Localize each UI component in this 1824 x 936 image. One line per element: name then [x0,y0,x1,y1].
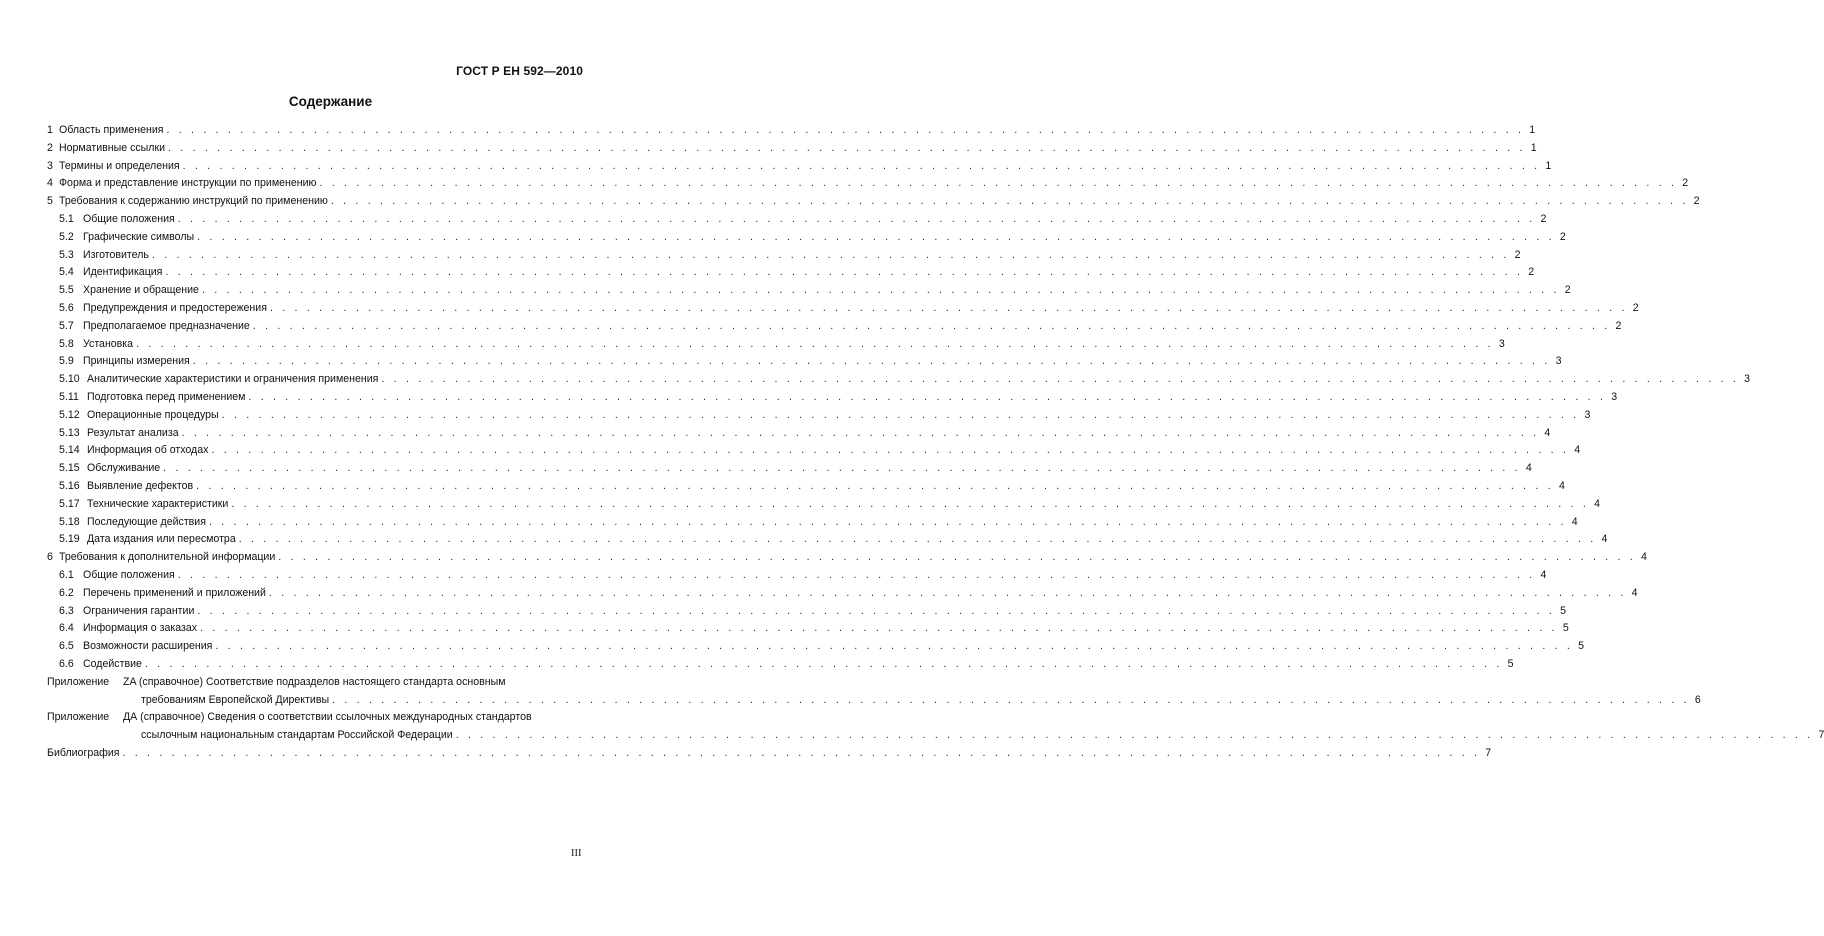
toc-entry-title: Последующие действия [87,515,206,528]
toc-entry-page: 4 [1601,533,1608,546]
dot-leader: . . . . . . . . . . . . . . . . . . . . . . . . . . . . . . . . . . . . . . . . . . . . . . . . . . . . . . . . . . . . . . . . . . . . . . . . . . . . . . . . . . . . . . . . . . . . . . . . . . . . . . . . . . . . . . . [166,124,1525,136]
dot-leader: . . . . . . . . . . . . . . . . . . . . . . . . . . . . . . . . . . . . . . . . . . . . . . . . . . . . . . . . . . . . . . . . . . . . . . . . . . . . . . . . . . . . . . . . . . . . . . . . . . . . . . . . . . . . . . . [215,640,1574,653]
page-number: III [571,848,582,859]
toc-entry-page: 3 [1498,337,1505,350]
toc-entry-page: 1 [1529,124,1536,136]
toc-entry-title: Предупреждения и предостережения [83,301,267,314]
toc-entry-page: 4 [1594,497,1601,510]
toc-entry-page: 4 [1571,515,1578,528]
toc-entry[interactable] [47,158,1552,176]
toc-entry-page: 5 [1562,622,1569,635]
toc-entry-page: 3 [1611,390,1618,403]
toc-appendix-entry[interactable] [47,709,1824,745]
toc-entry-title: Графические символы [83,230,195,243]
appendix-title-continued: требованиям Европейской Директивы [141,693,330,706]
appendix-prefix: Приложение [47,711,110,724]
dot-leader: . . . . . . . . . . . . . . . . . . . . . . . . . . . . . . . . . . . . . . . . . . . . . . . . . . . . . . . . . . . . . . . . . . . . . . . . . . . . . . . . . . . . . . . . . . . . . . . . . . . . . . . . . . . . . . . [252,319,1611,332]
dot-leader: . . . . . . . . . . . . . . . . . . . . . . . . . . . . . . . . . . . . . . . . . . . . . . . . . . . . . . . . . . . . . . . . . . . . . . . . . . . . . . . . . . . . . . . . . . . . . . . . . . . . . . . . . . . . . . . [177,212,1536,225]
toc-entry[interactable] [47,389,1618,407]
toc-entry-title: Содействие [83,657,142,670]
toc-appendix-entry[interactable] [47,674,1701,710]
toc-entry[interactable] [47,407,1591,425]
toc-entry-page: 4 [1574,444,1581,457]
toc-entry-number: 5.1 [59,212,74,225]
dot-leader: . . . . . . . . . . . . . . . . . . . . . . . . . . . . . . . . . . . . . . . . . . . . . . . . . . . . . . . . . . . . . . . . . . . . . . . . . . . . . . . . . . . . . . . . . . . . . . . . . . . . . . . . . . . . . . . [278,551,1636,564]
toc-entry-page: 3 [1584,408,1591,421]
dot-leader: . . . . . . . . . . . . . . . . . . . . . . . . . . . . . . . . . . . . . . . . . . . . . . . . . . . . . . . . . . . . . . . . . . . . . . . . . . . . . . . . . . . . . . . . . . . . . . . . . . . . . . . . . . . . . . . [165,266,1524,279]
toc-entry-page: 4 [1544,426,1551,439]
toc-entry-title: Форма и представление инструкции по применению [59,177,317,190]
toc-entry-number: 5.12 [59,408,80,421]
toc-entry-page: 1 [1545,159,1552,172]
toc-entry-number: 5.2 [59,230,74,243]
toc-bibliography-entry[interactable] [47,745,1492,763]
toc-entry-title: Информация о заказах [83,622,198,635]
toc-entry[interactable] [47,442,1581,460]
dot-leader: . . . . . . . . . . . . . . . . . . . . . . . . . . . . . . . . . . . . . . . . . . . . . . . . . . . . . . . . . . . . . . . . . . . . . . . . . . . . . . . . . . . . . . . . . . . . . . . . . . . . . . . . . . . . . . . [268,586,1627,599]
toc-entry[interactable] [47,638,1585,656]
toc-entry[interactable] [47,620,1569,638]
toc-entry[interactable] [47,229,1566,247]
toc-entry-page: 5 [1560,604,1567,617]
toc-entry-title: Библиография [47,746,120,759]
toc-entry[interactable] [47,585,1638,603]
toc-entry-page: 4 [1525,462,1532,475]
toc-entry-page: 2 [1559,230,1566,243]
toc-entry-page: 4 [1641,551,1647,564]
toc-entry[interactable] [47,264,1535,282]
toc-entry-number: 5.18 [59,515,80,528]
toc-entry-number: 5.3 [59,248,74,261]
toc-entry[interactable] [47,460,1532,478]
toc-entry-title: Идентификация [83,266,163,279]
toc-entry-number: 6.3 [59,604,74,617]
toc-entry-title: Принципы измерения [83,355,190,368]
toc-entry[interactable] [47,193,1700,211]
toc-entry-page: 2 [1632,301,1639,314]
toc-entry-page: 5 [1507,657,1514,670]
toc-entry-number: 5 [47,195,53,208]
toc-title: Содержание [288,94,373,109]
dot-leader: . . . . . . . . . . . . . . . . . . . . . . . . . . . . . . . . . . . . . . . . . . . . . . . . . . . . . . . . . . . . . . . . . . . . . . . . . . . . . . . . . . . . . . . . . . . . . . . . . . . . . . . . . . . . . . . [248,390,1607,403]
toc-entry[interactable] [47,549,1647,567]
dot-leader: . . . . . . . . . . . . . . . . . . . . . . . . . . . . . . . . . . . . . . . . . . . . . . . . . . . . . . . . . . . . . . . . . . . . . . . . . . . . . . . . . . . . . . . . . . . . . . . . . . . . . . . . . . . . . . . [269,301,1628,314]
appendix-title: ZA (справочное) Соответствие подразделов настоящего стандарта основным [123,675,506,688]
toc-entry-page: 4 [1540,568,1547,581]
dot-leader: . . . . . . . . . . . . . . . . . . . . . . . . . . . . . . . . . . . . . . . . . . . . . . . . . . . . . . . . . . . . . . . . . . . . . . . . . . . . . . . . . . . . . . . . . . . . . . . . . . . . . . . . . . . . . . . [381,373,1740,386]
toc-entry-number: 6.5 [59,640,74,653]
toc-entry-page: 4 [1631,586,1638,599]
toc-entry-number: 5.9 [59,355,74,368]
table-of-contents [47,122,1824,763]
toc-entry-title: Область применения [59,124,164,136]
dot-leader: . . . . . . . . . . . . . . . . . . . . . . . . . . . . . . . . . . . . . . . . . . . . . . . . . . . . . . . . . . . . . . . . . . . . . . . . . . . . . . . . . . . . . . . . . . . . . . . . . . . . . . . . . . . . . . . [208,515,1567,528]
toc-entry-title: Общие положения [83,568,175,581]
dot-leader: . . . . . . . . . . . . . . . . . . . . . . . . . . . . . . . . . . . . . . . . . . . . . . . . . . . . . . . . . . . . . . . . . . . . . . . . . . . . . . . . . . . . . . . . . . . . . . . . . . . . . . . . . . . . . . . [192,355,1551,368]
dot-leader: . . . . . . . . . . . . . . . . . . . . . . . . . . . . . . . . . . . . . . . . . . . . . . . . . . . . . . . . . . . . . . . . . . . . . . . . . . . . . . . . . . . . . . . . . . . . . . . . . . . . . . . . . . . . . . . [231,497,1590,510]
toc-entry-page: 6 [1694,693,1701,706]
dot-leader: . . . . . . . . . . . . . . . . . . . . . . . . . . . . . . . . . . . . . . . . . . . . . . . . . . . . . . . . . . . . . . . . . . . . . . . . . . . . . . . . . . . . . . . . . . . . . . . . . . . . . . . . . . . . . . . [197,604,1556,617]
toc-entry-number: 5.19 [59,533,80,546]
dot-leader: . . . . . . . . . . . . . . . . . . . . . . . . . . . . . . . . . . . . . . . . . . . . . . . . . . . . . . . . . . . . . . . . . . . . . . . . . . . . . . . . . . . . . . . . . . . . . . . . . . . . . . . . . . . . . . . [238,533,1597,546]
toc-entry-number: 5.15 [59,462,80,475]
toc-entry-title: Хранение и обращение [83,284,199,297]
toc-entry[interactable] [47,514,1578,532]
toc-entry[interactable] [47,122,1536,140]
appendix-title-continued: ссылочным национальным стандартам Российской Федерации [141,729,453,742]
toc-entry-page: 2 [1682,177,1689,190]
toc-entry-title: Возможности расширения [83,640,213,653]
dot-leader: . . . . . . . . . . . . . . . . . . . . . . . . . . . . . . . . . . . . . . . . . . . . . . . . . . . . . . . . . . . . . . . . . . . . . . . . . . . . . . . . . . . . . . . . . . . . . . . . . . . . . . . . . . . . . . . [182,159,1541,172]
toc-entry-page: 2 [1615,319,1622,332]
dot-leader: . . . . . . . . . . . . . . . . . . . . . . . . . . . . . . . . . . . . . . . . . . . . . . . . . . . . . . . . . . . . . . . . . . . . . . . . . . . . . . . . . . . . . . . . . . . . . . . . . . . . . . . . . . . . . . . [168,141,1526,154]
toc-entry[interactable] [47,353,1562,371]
toc-entry-number: 5.4 [59,266,74,279]
toc-entry-title: Нормативные ссылки [59,141,166,154]
toc-entry-title: Информация об отходах [87,444,209,457]
toc-entry-title: Технические характеристики [87,497,229,510]
toc-entry[interactable] [47,425,1551,443]
toc-entry-title: Ограничения гарантии [83,604,195,617]
dot-leader: . . . . . . . . . . . . . . . . . . . . . . . . . . . . . . . . . . . . . . . . . . . . . . . . . . . . . . . . . . . . . . . . . . . . . . . . . . . . . . . . . . . . . . . . . . . . . . . . . . . . . . . . . . . . . . . [144,657,1503,670]
toc-entry[interactable] [47,371,1751,389]
toc-entry-title: Выявление дефектов [87,479,194,492]
standard-code: ГОСТ Р ЕН 592—2010 [456,64,583,78]
toc-entry[interactable] [47,247,1521,265]
toc-entry-title: Изготовитель [83,248,149,261]
toc-entry-number: 5.7 [59,319,74,332]
toc-entry-title: Перечень применений и приложений [83,586,266,599]
toc-entry-page: 2 [1540,212,1547,225]
appendix-prefix: Приложение [47,675,110,688]
toc-entry-number: 5.6 [59,301,74,314]
toc-entry-number: 5.5 [59,284,74,297]
toc-entry[interactable] [47,567,1547,585]
dot-leader: . . . . . . . . . . . . . . . . . . . . . . . . . . . . . . . . . . . . . . . . . . . . . . . . . . . . . . . . . . . . . . . . . . . . . . . . . . . . . . . . . . . . . . . . . . . . . . . . . . . . . . . . . . . . . . . [221,408,1580,421]
toc-entry-number: 3 [47,159,53,172]
toc-entry-number: 6.4 [59,622,74,635]
toc-entry[interactable] [47,656,1514,674]
dot-leader: . . . . . . . . . . . . . . . . . . . . . . . . . . . . . . . . . . . . . . . . . . . . . . . . . . . . . . . . . . . . . . . . . . . . . . . . . . . . . . . . . . . . . . . . . . . . . . . . . . . . . . . . . . . . . . . [200,622,1558,635]
dot-leader: . . . . . . . . . . . . . . . . . . . . . . . . . . . . . . . . . . . . . . . . . . . . . . . . . . . . . . . . . . . . . . . . . . . . . . . . . . . . . . . . . . . . . . . . . . . . . . . . . . . . . . . . . . . . . . . [136,337,1494,350]
toc-entry-page: 3 [1744,373,1751,386]
toc-entry-number: 5.14 [59,444,80,457]
toc-entry[interactable] [47,318,1622,336]
dot-leader: . . . . . . . . . . . . . . . . . . . . . . . . . . . . . . . . . . . . . . . . . . . . . . . . . . . . . . . . . . . . . . . . . . . . . . . . . . . . . . . . . . . . . . . . . . . . . . . . . . . . . . . . . . . . . . . [181,426,1540,439]
toc-entry[interactable] [47,175,1689,193]
toc-entry-number: 6.2 [59,586,74,599]
toc-entry-page: 2 [1528,266,1535,279]
toc-entry-number: 2 [47,141,53,154]
dot-leader: . . . . . . . . . . . . . . . . . . . . . . . . . . . . . . . . . . . . . . . . . . . . . . . . . . . . . . . . . . . . . . . . . . . . . . . . . . . . . . . . . . . . . . . . . . . . . . . . . . . . . . . . . . . . . . . [151,248,1510,261]
dot-leader: . . . . . . . . . . . . . . . . . . . . . . . . . . . . . . . . . . . . . . . . . . . . . . . . . . . . . . . . . . . . . . . . . . . . . . . . . . . . . . . . . . . . . . . . . . . . . . . . . . . . . . . . . . . . . . . [332,693,1690,706]
toc-entry-number: 1 [47,124,53,136]
toc-entry[interactable] [47,603,1567,621]
toc-entry-title: Обслуживание [87,462,161,475]
toc-entry[interactable] [47,211,1547,229]
toc-entry-title: Предполагаемое предназначение [83,319,250,332]
toc-entry[interactable] [47,282,1571,300]
toc-entry-title: Подготовка перед применением [87,390,246,403]
toc-entry-number: 5.11 [59,390,79,403]
toc-entry-page: 2 [1514,248,1521,261]
toc-entry-title: Общие положения [83,212,175,225]
toc-entry-page: 7 [1818,729,1824,742]
dot-leader: . . . . . . . . . . . . . . . . . . . . . . . . . . . . . . . . . . . . . . . . . . . . . . . . . . . . . . . . . . . . . . . . . . . . . . . . . . . . . . . . . . . . . . . . . . . . . . . . . . . . . . . . . . . . . . . [197,230,1555,243]
dot-leader: . . . . . . . . . . . . . . . . . . . . . . . . . . . . . . . . . . . . . . . . . . . . . . . . . . . . . . . . . . . . . . . . . . . . . . . . . . . . . . . . . . . . . . . . . . . . . . . . . . . . . . . . . . . . . . . [177,568,1536,581]
dot-leader: . . . . . . . . . . . . . . . . . . . . . . . . . . . . . . . . . . . . . . . . . . . . . . . . . . . . . . . . . . . . . . . . . . . . . . . . . . . . . . . . . . . . . . . . . . . . . . . . . . . . . . . . . . . . . . . [163,462,1521,475]
toc-entry[interactable] [47,300,1639,318]
dot-leader: . . . . . . . . . . . . . . . . . . . . . . . . . . . . . . . . . . . . . . . . . . . . . . . . . . . . . . . . . . . . . . . . . . . . . . . . . . . . . . . . . . . . . . . . . . . . . . . . . . . . . . . . . . . . . . . [455,729,1814,742]
toc-entry[interactable] [47,496,1601,514]
toc-entry-title: Требования к дополнительной информации [59,551,276,564]
toc-entry[interactable] [47,140,1537,158]
toc-entry-page: 4 [1558,479,1565,492]
toc-entry-page: 2 [1564,284,1571,297]
toc-entry-title: Установка [83,337,134,350]
toc-entry-title: Результат анализа [87,426,179,439]
toc-entry-page: 1 [1530,141,1537,154]
dot-leader: . . . . . . . . . . . . . . . . . . . . . . . . . . . . . . . . . . . . . . . . . . . . . . . . . . . . . . . . . . . . . . . . . . . . . . . . . . . . . . . . . . . . . . . . . . . . . . . . . . . . . . . . . . . . . . . [196,479,1554,492]
toc-entry[interactable] [47,531,1608,549]
toc-entry-number: 5.8 [59,337,74,350]
toc-entry[interactable] [47,336,1505,354]
toc-entry-number: 5.13 [59,426,80,439]
toc-entry-title: Требования к содержанию инструкций по применению [59,195,328,208]
toc-entry-number: 5.17 [59,497,80,510]
dot-leader: . . . . . . . . . . . . . . . . . . . . . . . . . . . . . . . . . . . . . . . . . . . . . . . . . . . . . . . . . . . . . . . . . . . . . . . . . . . . . . . . . . . . . . . . . . . . . . . . . . . . . . . . . . . . . . . [122,746,1481,759]
toc-entry-number: 6 [47,551,53,564]
toc-entry[interactable] [47,478,1565,496]
toc-entry-page: 5 [1578,640,1585,653]
toc-entry-number: 5.16 [59,479,80,492]
toc-entry-number: 6.6 [59,657,74,670]
toc-entry-page: 2 [1693,195,1700,208]
toc-entry-number: 4 [47,177,53,190]
toc-entry-title: Операционные процедуры [87,408,219,421]
toc-entry-number: 6.1 [59,568,74,581]
appendix-title: ДА (справочное) Сведения о соответствии ссылочных международных стандартов [123,711,532,724]
toc-entry-page: 3 [1555,355,1562,368]
toc-entry-page: 7 [1485,746,1492,759]
dot-leader: . . . . . . . . . . . . . . . . . . . . . . . . . . . . . . . . . . . . . . . . . . . . . . . . . . . . . . . . . . . . . . . . . . . . . . . . . . . . . . . . . . . . . . . . . . . . . . . . . . . . . . . . . . . . . . . [330,195,1689,208]
toc-entry-title: Дата издания или пересмотра [87,533,236,546]
dot-leader: . . . . . . . . . . . . . . . . . . . . . . . . . . . . . . . . . . . . . . . . . . . . . . . . . . . . . . . . . . . . . . . . . . . . . . . . . . . . . . . . . . . . . . . . . . . . . . . . . . . . . . . . . . . . . . . [211,444,1570,457]
toc-entry-number: 5.10 [59,373,80,386]
toc-entry-title: Термины и определения [59,159,180,172]
dot-leader: . . . . . . . . . . . . . . . . . . . . . . . . . . . . . . . . . . . . . . . . . . . . . . . . . . . . . . . . . . . . . . . . . . . . . . . . . . . . . . . . . . . . . . . . . . . . . . . . . . . . . . . . . . . . . . . [319,177,1678,190]
toc-entry-title: Аналитические характеристики и ограничения применения [87,373,379,386]
dot-leader: . . . . . . . . . . . . . . . . . . . . . . . . . . . . . . . . . . . . . . . . . . . . . . . . . . . . . . . . . . . . . . . . . . . . . . . . . . . . . . . . . . . . . . . . . . . . . . . . . . . . . . . . . . . . . . . [201,284,1560,297]
